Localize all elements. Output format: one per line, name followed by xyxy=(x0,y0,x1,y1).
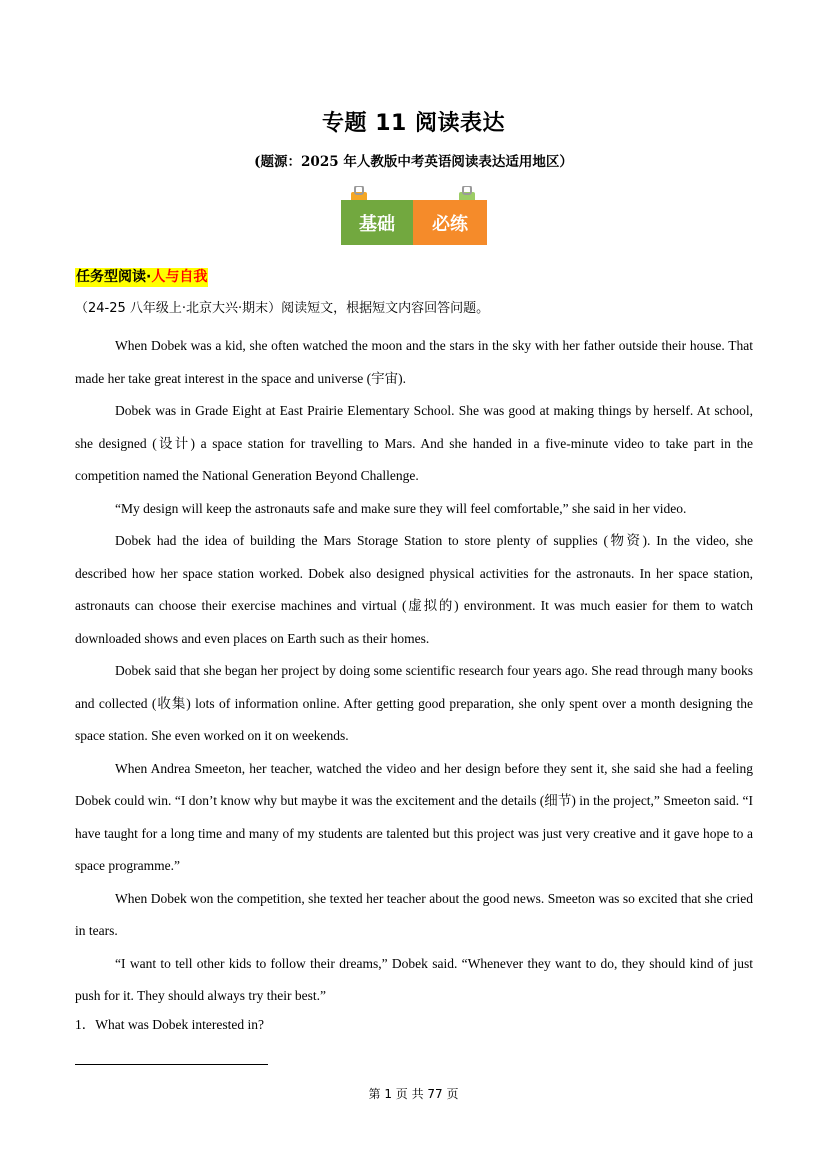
basic-practice-badge xyxy=(339,186,489,246)
paragraph: “I want to tell other kids to follow their dreams,” Dobek said. “Whenever they want to do, they should kind of just push for it. They should always try their best.” xyxy=(75,955,753,1003)
reading-passage xyxy=(75,330,753,1013)
section-tag: 人与自我 xyxy=(151,269,208,285)
section-label: 任务型阅读· xyxy=(76,269,152,285)
paragraph: When Andrea Smeeton, her teacher, watched the video and her design before they sent it, she said she had a feeling Dobek could win. “I don’t know why but maybe it was the excitement and the details (细节) in the project,” Smeeton said. “I have taught for a long time and many of my students are talented but this project was just very creative and it gave hope to a space programme.” xyxy=(75,760,753,873)
paragraph: When Dobek won the competition, she texted her teacher about the good news. Smeeton was so excited that she cried in tears. xyxy=(75,890,753,938)
badge-left-label: 基础 xyxy=(341,200,413,245)
paragraph: Dobek said that she began her project by doing some scientific research four years ago. She read through many books and collected (收集) lots of information online. After getting good preparation, she only spent over a month designing the space station. She even worked on it on weekends. xyxy=(75,663,753,743)
question-number: 1． xyxy=(75,1017,96,1032)
section-heading xyxy=(75,268,208,287)
instruction-text: （24-25 八年级上·北京大兴·期末）阅读短文，根据短文内容回答问题。 xyxy=(75,301,490,316)
paragraph: Dobek had the idea of building the Mars Storage Station to store plenty of supplies (物资). In the video, she described how her space station worked. Dobek also designed physical activities for the astronauts. In her space station, astronauts can choose their exercise machines and virtual (虚拟的) environment. It was much easier for them to watch downloaded shows and even places on Earth such as their homes. xyxy=(75,533,753,646)
page-subtitle: (题源：2025 年人教版中考英语阅读表达适用地区） xyxy=(254,154,573,170)
badge-right-label: 必练 xyxy=(413,200,487,245)
paragraph: “My design will keep the astronauts safe and make sure they will feel comfortable,” she said in her video. xyxy=(115,500,687,516)
paragraph: Dobek was in Grade Eight at East Prairie Elementary School. She was good at making things by herself. At school, she designed (设计) a space station for travelling to Mars. And she handed in a five-minute video to take part in the competition named the National Generation Beyond Challenge. xyxy=(75,403,753,483)
page-footer: 第 1 页 共 77 页 xyxy=(368,1087,459,1101)
question-text: What was Dobek interested in? xyxy=(95,1017,264,1032)
answer-line xyxy=(75,1064,268,1065)
page-title: 专题 11 阅读表达 xyxy=(322,111,505,136)
paragraph: When Dobek was a kid, she often watched the moon and the stars in the sky with her father outside their house. That made her take great interest in the space and universe (宇宙). xyxy=(75,338,753,386)
question-1 xyxy=(75,1013,264,1037)
